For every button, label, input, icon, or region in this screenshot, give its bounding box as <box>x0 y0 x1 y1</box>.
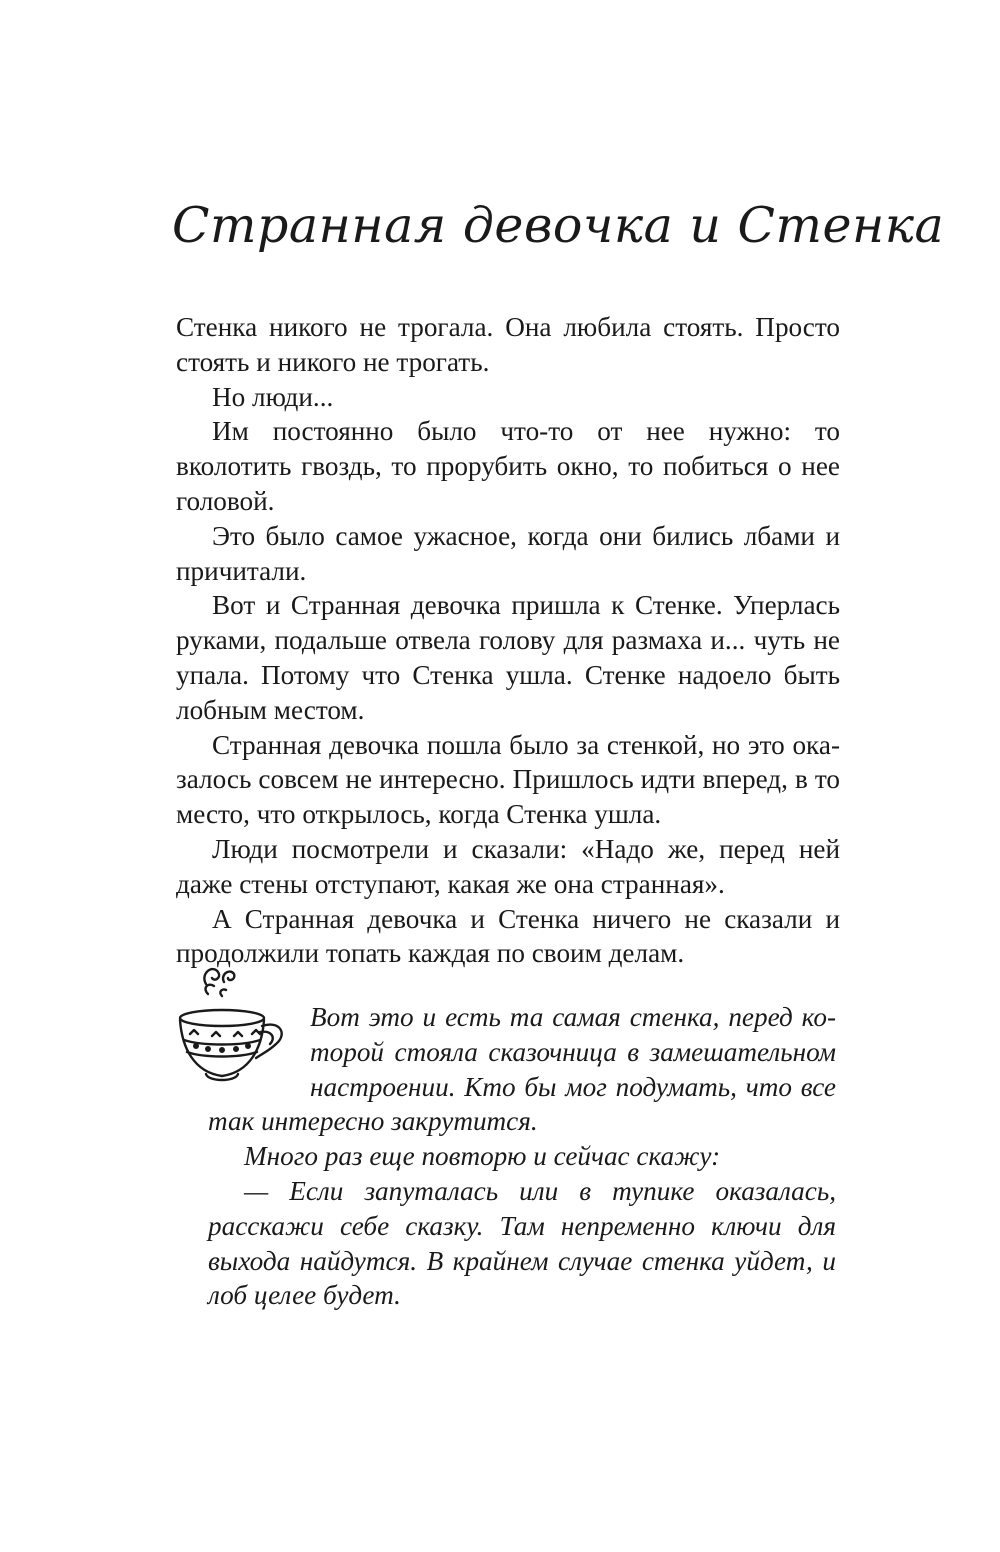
note-paragraph: — Если запуталась или в тупике оказалась, расскажи себе сказку. Там непременно ключи для выхода найдутся. В крайнем случае стенка уйдет, и лоб целее будет. <box>208 1175 836 1311</box>
story-paragraph: Люди посмотрели и сказали: «Надо же, перед ней даже стены отступают, какая же она странная». <box>176 833 840 899</box>
story-paragraph: Вот и Странная девочка пришла к Стенке. Уперлась руками, подальше отвела голову для размаха и... чуть не упала. Потому что Стенка ушла. Стенке надоело быть лобным местом. <box>176 590 840 725</box>
story-paragraph: Стенка никого не трогала. Она любила стоять. Просто стоять и никого не трогать. <box>176 312 840 377</box>
story-paragraph: Странная девочка пошла было за стенкой, но это оказалось совсем не интересно. Пришлось идти вперед, в то место, что открылось, когда Стенка ушла. <box>176 729 840 830</box>
author-note <box>208 1000 836 1313</box>
icon-spacer <box>208 1000 310 1098</box>
story-paragraph: А Странная девочка и Стенка ничего не сказали и продолжили топать каждая по своим делам. <box>176 903 840 969</box>
story-paragraph: Им постоянно было что-то от нее нужно: то вколотить гвоздь, то прорубить окно, то побиться о нее головой. <box>176 416 840 516</box>
note-paragraph: Много раз еще повторю и сейчас скажу: <box>244 1141 721 1172</box>
story-paragraph: Но люди... <box>212 381 334 412</box>
story-text <box>176 310 840 971</box>
chapter-title: Странная девочка и Стенка <box>172 197 945 254</box>
note-paragraph: Вот это и есть та самая стенка, перед которой стояла сказочница в замешательном настроении. Кто бы мог подумать, что все так интересно закрутится. <box>208 1002 836 1137</box>
story-paragraph: Это было самое ужасное, когда они бились лбами и причитали. <box>176 520 840 586</box>
